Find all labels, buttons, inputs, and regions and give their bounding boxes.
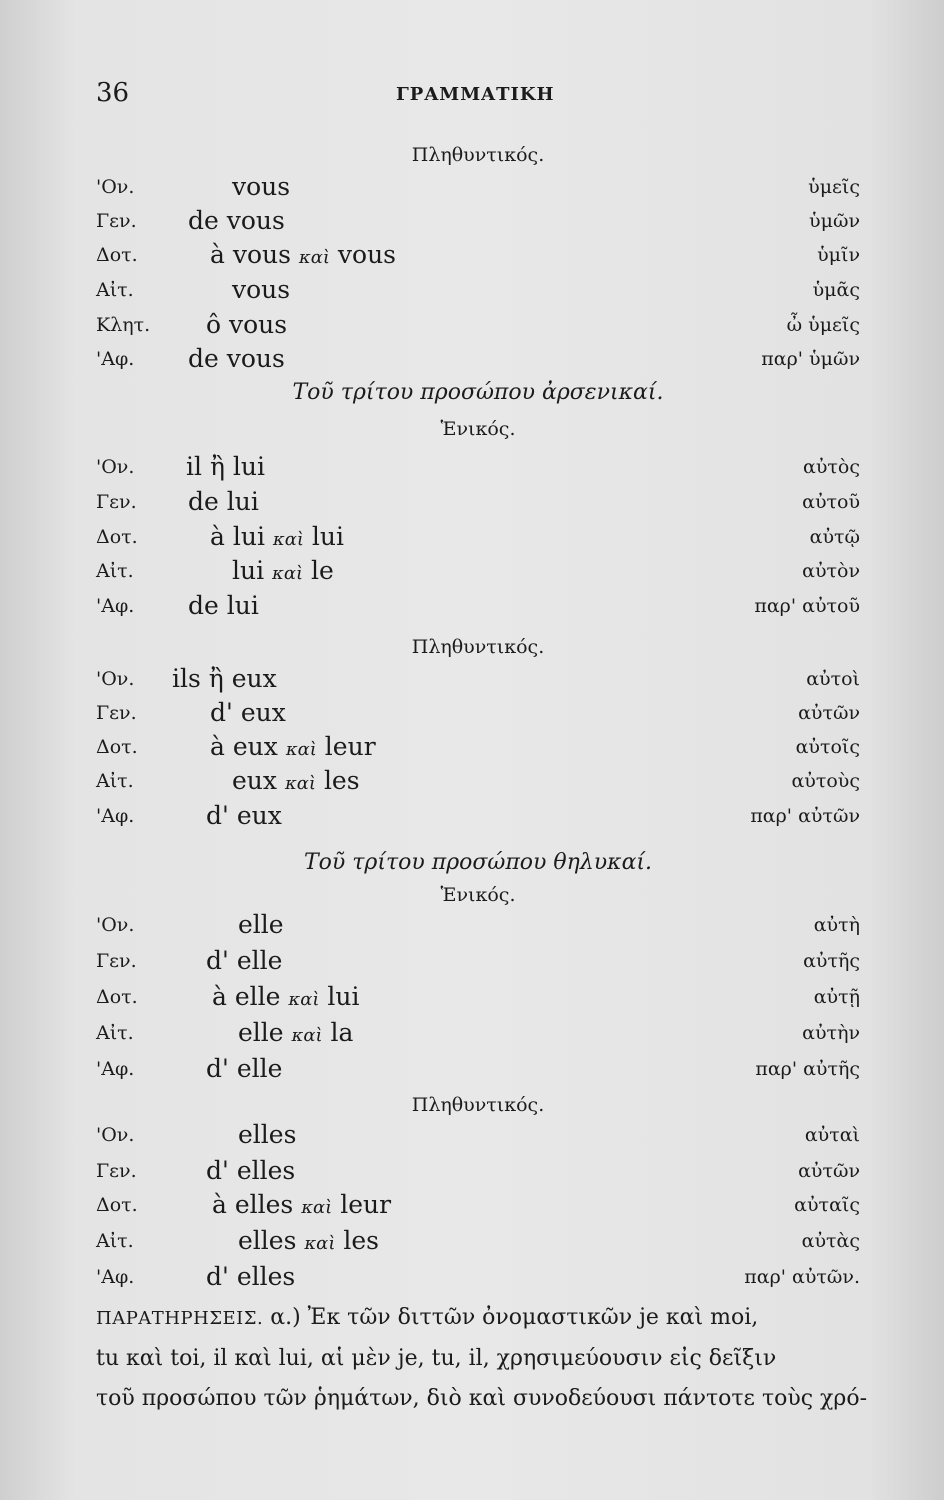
greek-form: ὑμῶν (809, 210, 860, 232)
case-label: 'Αφ. (96, 1058, 135, 1080)
greek-form: αὐτῷ (809, 526, 860, 548)
table-row (96, 1262, 860, 1296)
case-label: Γεν. (96, 1160, 137, 1182)
case-label: 'Αφ. (96, 595, 135, 617)
greek-form: αὐτῇ (813, 986, 860, 1008)
french-form: ils ἢ eux (172, 664, 277, 693)
greek-form: ὑμᾶς (812, 279, 860, 301)
table-row (96, 206, 860, 240)
case-label: Αἰτ. (96, 1230, 134, 1252)
greek-form: παρ' αὐτοῦ (754, 595, 860, 617)
french-form: elles καὶ les (238, 1226, 379, 1255)
greek-form: παρ' αὐτῶν (750, 805, 860, 827)
greek-form: αὐτὴν (802, 1022, 860, 1044)
table-row (96, 310, 860, 344)
french-form: de vous (188, 344, 285, 373)
greek-form: ὑμεῖς (808, 176, 860, 198)
table-row (96, 522, 860, 556)
remarks-lead: ΠΑΡΑΤΗΡΗΣΕΙΣ. (96, 1308, 264, 1329)
greek-form: ὑμῖν (817, 244, 860, 266)
case-label: 'Ον. (96, 1124, 135, 1146)
case-label: Γεν. (96, 702, 137, 724)
greek-form: αὐτὴ (813, 914, 860, 936)
case-label: 'Ον. (96, 668, 135, 690)
table-row (96, 801, 860, 835)
table-row (96, 1120, 860, 1154)
french-form: d' eux (210, 698, 286, 727)
subheading-singular: Ἑνικός. (440, 418, 516, 440)
greek-form: αὐτὰς (801, 1230, 860, 1252)
greek-form: αὐτῆς (803, 950, 860, 972)
french-form: d' elles (206, 1262, 296, 1291)
subheading-plural: Πληθυντικός. (411, 1094, 545, 1116)
table-row (96, 946, 860, 980)
greek-form: αὐτῶν (798, 1160, 860, 1182)
case-label: Γεν. (96, 950, 137, 972)
french-form: d' elle (206, 1054, 283, 1083)
french-form: à eux καὶ leur (210, 732, 376, 761)
french-form: à lui καὶ lui (210, 522, 344, 551)
table-row (96, 1226, 860, 1260)
greek-form: αὐτοῦ (802, 491, 860, 513)
greek-form: αὐτοὶ (806, 668, 860, 690)
page-header (96, 78, 856, 118)
remarks-line: τοῦ προσώπου τῶν ῥημάτων, διὸ καὶ συνοδεύουσι πάντοτε τοὺς χρό- (96, 1386, 867, 1411)
french-form: de lui (188, 487, 259, 516)
french-form: elle καὶ la (238, 1018, 354, 1047)
case-label: Δοτ. (96, 986, 138, 1008)
table-row (96, 344, 860, 378)
case-label: Δοτ. (96, 736, 138, 758)
table-row (96, 664, 860, 698)
table-row (96, 1054, 860, 1088)
subheading-plural: Πληθυντικός. (411, 144, 545, 166)
table-row (96, 698, 860, 732)
case-label: 'Ον. (96, 914, 135, 936)
case-label: 'Αφ. (96, 1266, 135, 1288)
table-row (96, 275, 860, 309)
french-form: à elles καὶ leur (212, 1190, 392, 1219)
subheading-singular: Ἑνικός. (440, 884, 516, 906)
remarks-line: ΠΑΡΑΤΗΡΗΣΕΙΣ. α.) Ἐκ τῶν διττῶν ὀνομαστικῶν je καὶ moi, (96, 1305, 759, 1330)
table-row (96, 766, 860, 800)
greek-form: παρ' αὐτῆς (755, 1058, 860, 1080)
section-title-masculine: Τοῦ τρίτου προσώπου ἀρσενικαί. (292, 380, 664, 405)
greek-form: αὐταῖς (794, 1194, 860, 1216)
french-form: vous (232, 172, 291, 201)
case-label: 'Αφ. (96, 348, 135, 370)
table-row (96, 172, 860, 206)
french-form: eux καὶ les (232, 766, 360, 795)
table-row (96, 1190, 860, 1224)
french-form: d' elle (206, 946, 283, 975)
greek-form: αὐτὸν (802, 560, 860, 582)
french-form: d' eux (206, 801, 282, 830)
greek-form: αὐταὶ (804, 1124, 860, 1146)
table-row (96, 1156, 860, 1190)
table-row (96, 556, 860, 590)
case-label: Αἰτ. (96, 1022, 134, 1044)
french-form: à elle καὶ lui (212, 982, 360, 1011)
table-row (96, 910, 860, 944)
greek-form: ὦ ὑμεῖς (786, 314, 860, 336)
table-row (96, 452, 860, 486)
greek-form: αὐτὸς (803, 456, 860, 478)
case-label: Δοτ. (96, 1194, 138, 1216)
case-label: Αἰτ. (96, 560, 134, 582)
table-row (96, 732, 860, 766)
case-label: 'Ον. (96, 176, 135, 198)
subheading-plural: Πληθυντικός. (411, 636, 545, 658)
case-label: Δοτ. (96, 244, 138, 266)
running-title: ΓΡΑΜΜΑΤΙΚΗ (396, 84, 555, 105)
french-form: ô vous (206, 310, 288, 339)
case-label: Κλητ. (96, 314, 151, 336)
french-form: elle (238, 910, 284, 939)
case-label: Γεν. (96, 491, 137, 513)
case-label: Αἰτ. (96, 770, 134, 792)
table-row (96, 487, 860, 521)
page-number: 36 (96, 78, 130, 108)
french-form: il ἢ lui (186, 452, 265, 481)
greek-form: αὐτῶν (798, 702, 860, 724)
remarks-line: tu καὶ toi, il καὶ lui, αἱ μὲν je, tu, il, χρησιμεύουσιν εἰς δεῖξιν (96, 1346, 777, 1371)
case-label: Γεν. (96, 210, 137, 232)
case-label: 'Ον. (96, 456, 135, 478)
greek-form: παρ' αὐτῶν. (744, 1266, 860, 1288)
case-label: 'Αφ. (96, 805, 135, 827)
french-form: d' elles (206, 1156, 296, 1185)
case-label: Αἰτ. (96, 279, 134, 301)
table-row (96, 1018, 860, 1052)
greek-form: παρ' ὑμῶν (761, 348, 860, 370)
french-form: elles (238, 1120, 297, 1149)
french-form: de vous (188, 206, 285, 235)
case-label: Δοτ. (96, 526, 138, 548)
table-row (96, 240, 860, 274)
table-row (96, 982, 860, 1016)
greek-form: αὐτοὺς (791, 770, 860, 792)
table-row (96, 591, 860, 625)
french-form: vous (232, 275, 291, 304)
french-form: de lui (188, 591, 259, 620)
french-form: lui καὶ le (232, 556, 334, 585)
greek-form: αὐτοῖς (795, 736, 860, 758)
remarks-paragraph (96, 1298, 866, 1419)
section-title-feminine: Τοῦ τρίτου προσώπου θηλυκαί. (303, 850, 653, 875)
french-form: à vous καὶ vous (210, 240, 397, 269)
